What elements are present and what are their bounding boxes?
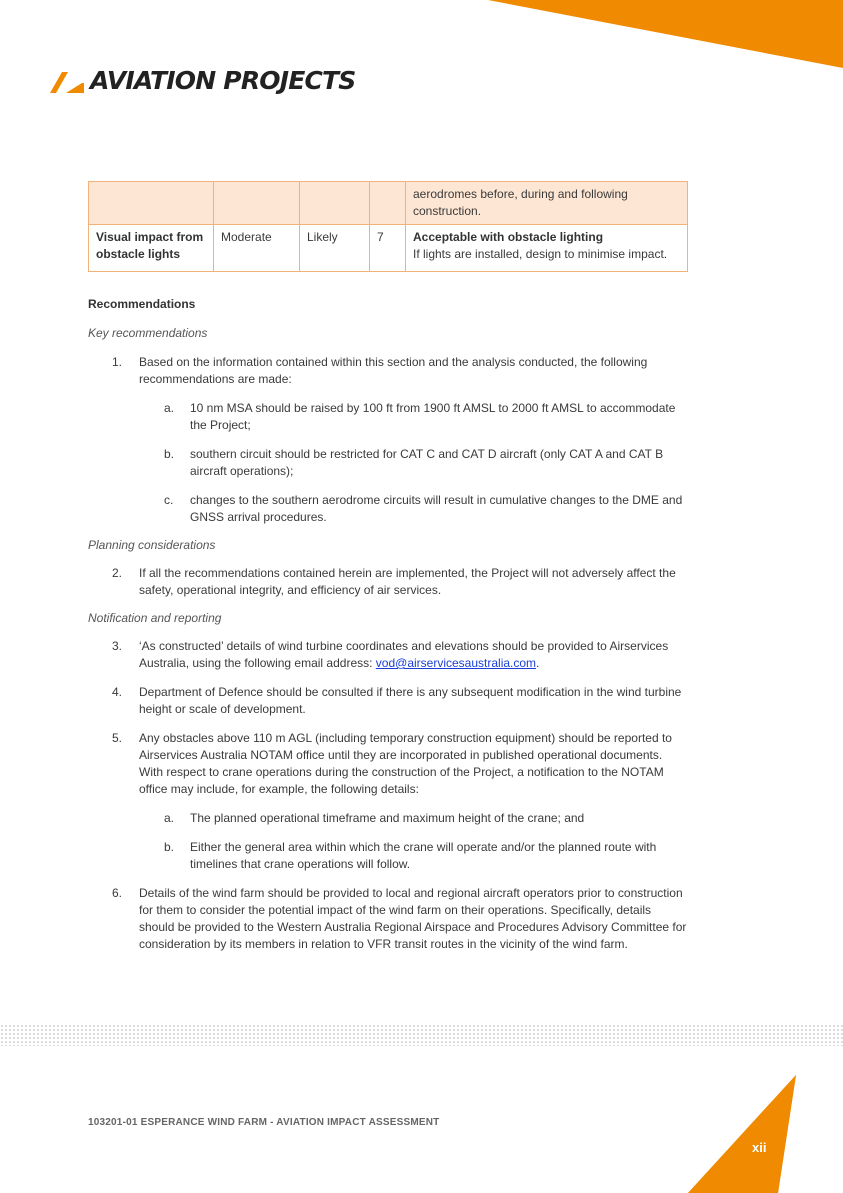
acceptability-note: If lights are installed, design to minimise impact. [413,247,668,261]
sub-list-item [88,446,688,480]
sub-item-text: Either the general area within which the crane will operate and/or the planned route with timelines that crane operations will follow. [190,840,657,871]
planning-heading: Planning considerations [88,538,216,552]
table-row [89,182,688,225]
footer-text: 103201-01 ESPERANCE WIND FARM - AVIATION IMPACT ASSESSMENT [88,1117,440,1128]
item-text: ‘As constructed’ details of wind turbine coordinates and elevations should be provided to Airservices Australia, using the following email address: [139,639,669,670]
acceptability-text: Acceptable with obstacle lighting [413,230,604,244]
sub-item-letter: c. [164,493,174,507]
item-number: 5. [112,731,123,745]
sub-item-letter: a. [164,401,175,415]
acceptability-cell [406,225,688,272]
sub-item-text: southern circuit should be restricted for CAT C and CAT D aircraft (only CAT A and CAT B aircraft operations); [190,447,664,478]
table-cell: aerodromes before, during and following construction. [406,182,688,225]
list-item [88,730,688,798]
sub-item-text: The planned operational timeframe and maximum height of the crane; and [190,811,585,825]
list-item [88,684,688,718]
list-item [88,354,688,388]
item-number: 4. [112,685,123,699]
sub-list-item [88,492,688,526]
recommendations-section [88,296,688,953]
key-recommendations-heading: Key recommendations [88,326,208,340]
sub-item-text: changes to the southern aerodrome circuits will result in cumulative changes to the DME and GNSS arrival procedures. [190,493,683,524]
logo-mark-icon [48,68,86,94]
recommendations-heading: Recommendations [88,297,196,311]
consequence-cell: Moderate [214,225,300,272]
company-logo [48,66,356,95]
sub-list-item [88,839,688,873]
table-cell [370,182,406,225]
sub-item-letter: b. [164,447,175,461]
item-number: 3. [112,639,123,653]
sub-item-letter: a. [164,811,175,825]
table-cell [214,182,300,225]
logo-text: AVIATION PROJECTS [90,66,356,95]
sub-item-text: 10 nm MSA should be raised by 100 ft from 1900 ft AMSL to 2000 ft AMSL to accommodate the Project; [190,401,676,432]
item-number: 1. [112,355,123,369]
item-text: Department of Defence should be consulted if there is any subsequent modification in the wind turbine height or scale of development. [139,685,682,716]
rating-cell: 7 [370,225,406,272]
list-item [88,885,688,953]
risk-cell: Visual impact from obstacle lights [89,225,214,272]
sub-list-item [88,810,688,827]
top-right-orange-stripe [0,0,843,70]
dotted-divider [0,1024,843,1046]
sub-list-item [88,400,688,434]
item-text: Any obstacles above 110 m AGL (including temporary construction equipment) should be reported to Airservices Australia NOTAM office until they are incorporated in published operational documents. With respect to crane operations during the construction of the Project, a notification to the NOTAM office may include, for example, the following details: [139,731,672,796]
table-cell [300,182,370,225]
email-link[interactable]: vod@airservicesaustralia.com [375,656,537,670]
notification-heading: Notification and reporting [88,611,222,625]
item-text: If all the recommendations contained herein are implemented, the Project will not adversely affect the safety, operational integrity, and efficiency of air services. [139,566,676,597]
sub-item-letter: b. [164,840,175,854]
table-cell [89,182,214,225]
item-text: Details of the wind farm should be provided to local and regional aircraft operators prior to construction for them to consider the potential impact of the wind farm on their operations. Specifically, details should be provided to the Western Australia Regional Airspace and Procedures Advisory Committee for consideration by its members in relation to VFR transit routes in the vicinity of the wind farm. [139,886,687,951]
bottom-right-orange-triangle [688,1075,843,1193]
item-text: Based on the information contained within this section and the analysis conducted, the following recommendations are made: [139,355,648,386]
likelihood-cell: Likely [300,225,370,272]
risk-table [88,181,688,272]
list-item [88,638,688,672]
page-number: xii [752,1140,767,1155]
item-number: 6. [112,886,123,900]
table-row [89,225,688,272]
item-number: 2. [112,566,123,580]
item-text-end: . [536,656,540,670]
list-item [88,565,688,599]
